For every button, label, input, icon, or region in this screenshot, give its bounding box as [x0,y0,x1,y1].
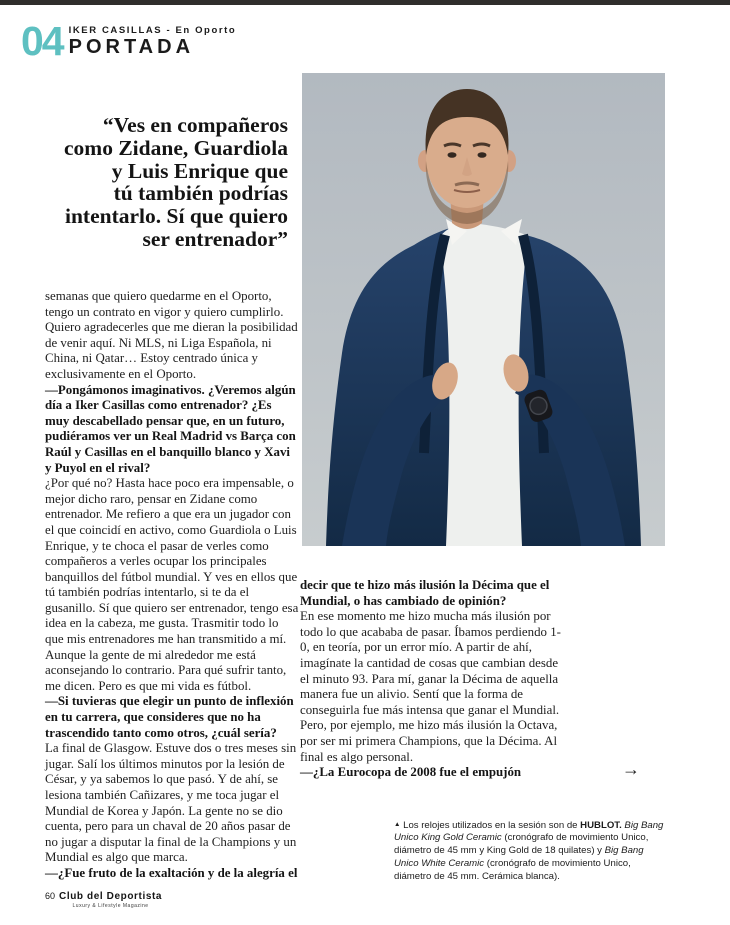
pull-quote-line: y Luis Enrique que [111,158,288,183]
pull-quote-line: como Zidane, Guardiola [64,135,288,160]
caption-watch1-details: (cronógrafo de movimiento Unico, diámetro de 45 mm y King Gold de 18 quilates) y [394,832,649,857]
pull-quote-line: tú también podrías [113,181,288,206]
pull-quote [36,114,288,251]
pull-quote-line: intentarlo. Sí que quiero [65,204,288,229]
magazine-brand [59,891,162,909]
top-rule [0,0,730,5]
caption-brand: HUBLOT. [580,819,622,831]
page-header [21,18,237,64]
caption-watch2-name: Big Bang Unico White Ceramic [394,845,644,869]
body-paragraph: semanas que quiero quedarme en el Oporto, tengo un contrato en vigor y quiero cumplirlo. Quiero agradecerles que me dieran la posibilidad de venir aquí. Ni MLS, ni Liga Española, ni China, ni Qatar… Estoy centrado única y exclusivamente en el Oporto. [45,289,298,381]
pull-quote-line: ser entrenador” [142,226,288,251]
iker-casillas-portrait-image [302,73,665,546]
continuation-line [300,759,640,781]
caption-intro: Los relojes utilizados en la sesión son de [400,819,581,831]
right-text-column [300,578,640,781]
footer-page-number: 60 [45,891,56,901]
interview-question: —¿Fue fruto de la exaltación y de la alegría el [45,865,298,880]
body-paragraph: En ese momento me hizo mucha más ilusión por todo lo que acababa de pasar. Íbamos perdiendo 1-0, en teoría, por un error mío. A partir de ahí, imagínate la cantidad de cosas que cambian desde el minuto 93. Para mí, ganar la Décima de aquella manera fue un alivio. Sentí que la forma de conseguirla fue más intensa que ganar el Mundial. Pero, por ejemplo, me hizo más ilusión la Octava, por ser mi primera Champions, que la Décima. Al final es algo personal. [300,609,561,764]
continuation-arrow-icon: → [622,759,640,780]
caption-watch2-details: (cronógrafo de movimiento Unico, diámetro de 45 mm. Cerámica blanca). [394,857,631,882]
interview-question: —¿La Eurocopa de 2008 fue el empujón [300,765,522,780]
interview-question: decir que te hizo más ilusión la Décima que el Mundial, o has cambiado de opinión? [300,578,550,608]
caption-watch1-name: Big Bang Unico King Gold Ceramic [394,819,664,844]
issue-number: 04 [21,18,63,64]
caption-marker-icon: ▲ [394,820,401,828]
interview-question: —Pongámonos imaginativos. ¿Veremos algún día a Iker Casillas como entrenador? ¿Es muy descabellado pensar que, en un futuro, pudiéramos ver un Real Madrid vs Barça con Raúl y Casillas en el banquillo blanco y Xavi y Puyol en el rival? [45,382,296,475]
interview-question: —Si tuvieras que elegir un punto de inflexión en tu carrera, que consideres que no ha trascendido tanto como otros, ¿cuál sería? [45,694,294,740]
body-paragraph: La final de Glasgow. Estuve dos o tres meses sin jugar. Salí los últimos minutos por la lesión de César, y ya sabemos lo que pasó. Y de ahí, se lesiona también Cañizares, y me toca jugar el Mundial de Korea y Japón. La gente no se dio cuenta, pero para un chaval de 20 años pasar de no jugar a disputar la final de la Champions y un Mundial es algo que marca. [45,741,297,865]
page-footer [45,891,162,909]
magazine-tagline: Luxury & Lifestyle Magazine [72,903,149,909]
iker-casillas-portrait-photo [302,73,665,546]
left-text-column [45,289,299,882]
kicker: IKER CASILLAS - En Oporto [68,25,237,36]
magazine-name: Club del Deportista [59,891,163,902]
page-title: PORTADA [68,36,195,58]
header-text [69,25,237,57]
pull-quote-line: “Ves en compañeros [102,113,288,137]
photo-caption [394,819,666,884]
body-paragraph: ¿Por qué no? Hasta hace poco era impensable, o mejor dicho raro, pensar en Zidane como entrenador. Me refiero a que era un jugador con el que coincidí en activo, como Guardiola o Luis Enrique, y te choca el pasar de verles como compañeros a verles ocupar los principales banquillos del fútbol mundial. Y ves en ellos que tú también podrías intentarlo, si te da el gusanillo. Sí que quiero ser entrenador, tengo esa idea en la cabeza, me gusta. Trasmitir todo lo que mis entrenadores me han transmitido a mí. Aunque la gente de mi alrededor me está aconsejando lo contrario. Para qué sufrir tanto, me dicen. Pero es que mi vida es fútbol. [45,476,299,693]
